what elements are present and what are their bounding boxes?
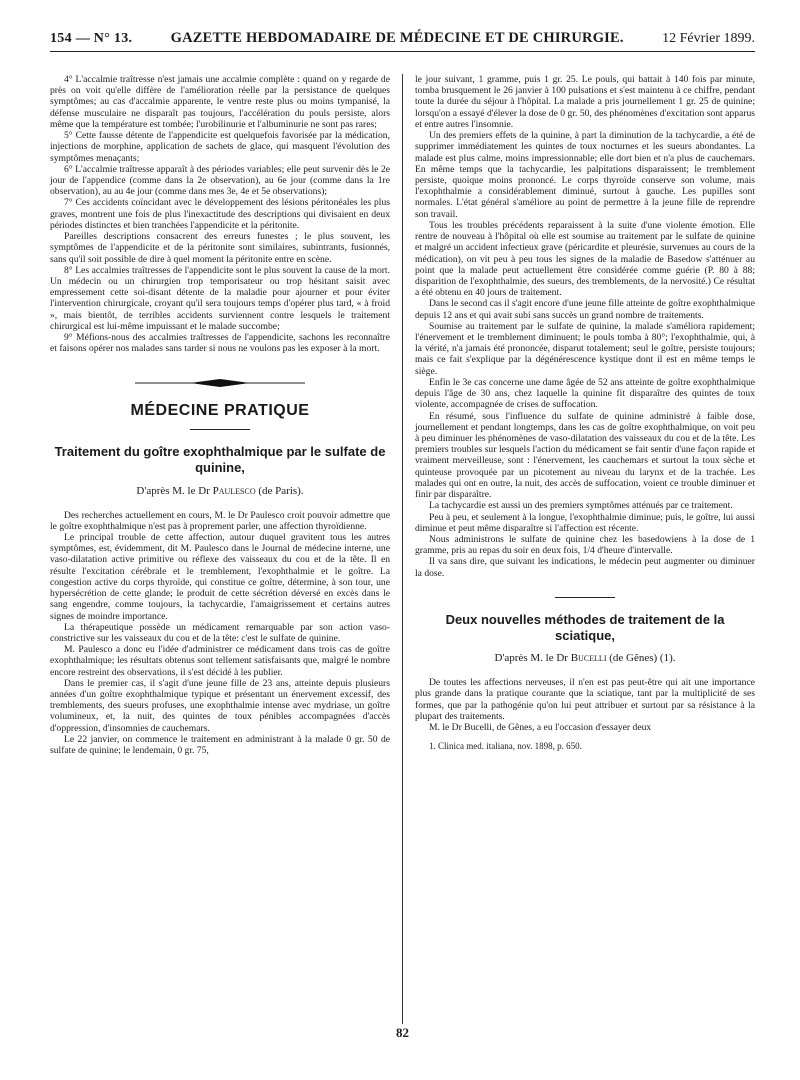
divider bbox=[555, 597, 615, 598]
paragraph: 7° Ces accidents coïncidant avec le développement des lésions péritonéales les plus graves, montrent une fois de plus l'inexactitude des descriptions qui divisaient en deux périodes distinctes et bien tranchées l'appendicite et la péritonite. bbox=[50, 197, 390, 231]
byline bbox=[415, 652, 755, 665]
paragraph: 9° Méfions-nous des accalmies traîtresses de l'appendicite, sachons les reconnaître et faisons opérer nos malades sans tarder si nous ne voulons pas les exposer à la mort. bbox=[50, 332, 390, 355]
byline-suffix: (de Gênes) (1). bbox=[609, 652, 676, 665]
page-number: 82 bbox=[396, 1025, 409, 1040]
paragraph: Pareilles descriptions consacrent des erreurs funestes ; le plus souvent, les symptômes de l'appendicite et de la péritonite sont similaires, subintrants, fusionnés, sans qu'il soit possible de dire à quel moment la péritonite entre en scène. bbox=[50, 231, 390, 265]
journal-title: GAZETTE HEBDOMADAIRE DE MÉDECINE ET DE CHIRURGIE. bbox=[170, 30, 624, 46]
paragraph: Tous les troubles précédents reparaissent à la suite d'une violente émotion. Elle rentre de nouveau à l'hôpital où elle est soumise au traitement par le sulfate de quinine et malgré un accident infectieux grave (péricardite et pleurésie, survenues au cours de la médication), on vit peu à peu tous les signes de la maladie de Basedow s'atténuer au point que la malade peut actuellement être considérée comme guérie (P. 80 à 88; disparition de l'exophthalmie, des sueurs, des tremblements, de la nervosité.) Ce résultat a été obtenu en 40 jours de traitement. bbox=[415, 219, 755, 299]
running-header bbox=[50, 30, 755, 52]
paragraph: Enfin le 3e cas concerne une dame âgée de 52 ans atteinte de goître exophthalmique depuis l'âge de 30 ans, chez laquelle la quinine fit disparaître des quintes de toux violente, accompagnée de crises de suffocation. bbox=[415, 376, 755, 411]
paragraph: M. Paulesco a donc eu l'idée d'administrer ce médicament dans trois cas de goître exophthalmique; les résultats obtenus sont tellement satisfaisants que, malgré le nombre encore restreint des observations, il s'est décidé à les publier. bbox=[50, 644, 390, 678]
paragraph: La thérapeutique possède un médicament remarquable par son action vaso-constrictive sur les vaisseaux du cou et de la tête: c'est le sulfate de quinine. bbox=[50, 621, 390, 644]
paragraph: Des recherches actuellement en cours, M. le Dr Paulesco croit pouvoir admettre que le goître exophthalmique n'est pas à proprement parler, une affection thyroïdienne. bbox=[50, 509, 390, 532]
paragraph: Soumise au traitement par le sulfate de quinine, la malade s'améliora rapidement; l'énervement et le tremblement diminuent; le pouls tomba à 80°; l'exophthalmie, qui, à la vérité, n'a jamais été prononcée, disparut totalement; seul le goître, persiste toujours; mais ce fait s'explique par la dégénérescence kystique dont il est en même temps le siège. bbox=[415, 320, 755, 377]
right-column bbox=[415, 74, 755, 752]
byline-suffix: (de Paris). bbox=[258, 484, 304, 497]
byline bbox=[50, 485, 390, 498]
left-column bbox=[50, 74, 390, 756]
folio: 154 — N° 13. bbox=[50, 31, 133, 46]
divider bbox=[190, 429, 250, 430]
paragraph: M. le Dr Bucelli, de Gênes, a eu l'occasion d'essayer deux bbox=[429, 722, 652, 734]
byline-prefix: D'après M. le Dr bbox=[494, 652, 568, 665]
paragraph: Le 22 janvier, on commence le traitement en administrant à la malade 0 gr. 50 de sulfate de quinine; le lendemain, 0 gr. 75, bbox=[50, 733, 390, 757]
paragraph: En résumé, sous l'influence du sulfate de quinine administré à faible dose, journellement et pendant longtemps, dans les cas de goître exophthalmique, on voit peu à peu diminuer les phénomènes de vaso-dilatation des vaisseaux du cou et de la tête. Les premiers troubles sur lesquels l'action du médicament se fait sentir d'une façon rapide et vraiment merveilleuse, sont : l'énervement, les cauchemars et surtout la toux sèche et quinteuse provoquée par un picotement au niveau du larynx et de la trachée. Les malades qui ont en outre, la nuit, des accès de suffocation, voient ce trouble diminuer et finir par disparaître. bbox=[415, 410, 755, 501]
paragraph: 6° L'accalmie traîtresse apparaît à des périodes variables; elle peut survenir dès le 2e jour de l'appendice (comme dans la 2e observation), au 6e jour (comme dans la 1re observation), au au 4e jour (comme dans mes 3e, 4e et 5e observations); bbox=[50, 163, 390, 198]
paragraph: Le principal trouble de cette affection, autour duquel gravitent tous les autres symptômes, est, évidemment, dit M. Paulesco dans le Journal de médecine interne, une vaso-dilatation active primitive ou réflexe des vaisseaux du cou et de la tête. Il en résulte l'excitation cérébrale et le tremblement, l'exophthalmie et le goître. La congestion active du corps thyroïde, qui constitue ce goître, détermine, à son tour, une hypersécrétion de cette glande; le produit de cette sécrétion déversé en excès dans le sang engendre, comme toujours, la tachycardie, l'amaigrissement et certains autres signes de moindre importance. bbox=[50, 531, 390, 622]
paragraph: Dans le premier cas, il s'agit d'une jeune fille de 23 ans, atteinte depuis plusieurs années d'un goître exophthalmique typique et présentant un énervement excessif, des tremblements, des sueurs profuses, une exophthalmie intense avec mydriase, un goître volumineux, et, la nuit, des quintes de toux pénibles accompagnées d'accès d'oppression, d'insomnies de cauchemars. bbox=[50, 677, 390, 734]
paragraph: Un des premiers effets de la quinine, à part la diminution de la tachycardie, a été de supprimer immédiatement les quintes de toux nocturnes et les sueurs abondantes. La malade est plus calme, moins impressionnable; elle dort bien et n'a plus de cauchemars. En même temps que la tachycardie, les palpitations disparaissent; le tremblement persiste, quoique moins prononcé. Le corps thyroïde conserve son volume, mais l'exophthalmie a considérablement diminué, surtout à gauche. Les pupilles sont normales. L'état général s'améliore au point de permettre à la jeune fille de reprendre son travail. bbox=[415, 130, 755, 220]
author-name: Bucelli bbox=[570, 652, 607, 665]
byline-prefix: D'après M. le Dr bbox=[136, 484, 210, 497]
footnote: 1. Clinica med. italiana, nov. 1898, p. 650. bbox=[429, 741, 582, 752]
paragraph: Il va sans dire, que suivant les indications, le médecin peut augmenter ou diminuer la dose. bbox=[415, 556, 755, 579]
paragraph: La tachycardie est aussi un des premiers symptômes atténués par ce traitement. bbox=[429, 500, 733, 512]
paragraph: Peu à peu, et seulement à la longue, l'exophthalmie diminue; puis, le goître, lui aussi diminue et peut même disparaître si l'affection est récente. bbox=[415, 511, 755, 534]
issue-date: 12 Février 1899. bbox=[662, 31, 755, 46]
ornament-divider bbox=[135, 376, 305, 390]
paragraph: Dans le second cas il s'agit encore d'une jeune fille atteinte de goître exophthalmique depuis 12 ans et qui avait subi sans succès un grand nombre de traitements. bbox=[415, 298, 755, 321]
paragraph: 8° Les accalmies traîtresses de l'appendicite sont le plus souvent la cause de la mort. Un médecin ou un chirurgien trop temporisateur ou trop hésitant saisit avec empressement cette soi-disant détente de la maladie pour ajourner et pour éviter l'intervention chirurgicale, croyant qu'il sera toujours temps d'opérer plus tard, « à froid », mais bientôt, de terribles accidents surviennent contre lesquels le traitement chirurgical est lui-même impuissant et le malade succombe; bbox=[50, 264, 390, 332]
paragraph: De toutes les affections nerveuses, il n'en est pas peut-être qui ait une importance plus grande dans la pratique courante que la sciatique, tant par la multiplicité de ses formes, que par la pathogénie qu'on lui peut attribuer et surtout par sa résistance à la plupart des traitements. bbox=[415, 677, 755, 722]
paragraph: 5° Cette fausse détente de l'appendicite est quelquefois favorisée par la médication, injections de morphine, application de sachets de glace, qui masquent l'évolution des symptômes menaçants; bbox=[50, 130, 390, 164]
paragraph: Nous administrons le sulfate de quinine chez les basedowiens à la dose de 1 gramme, pris au repas du soir en deux fois, 1/4 d'heure d'intervalle. bbox=[415, 533, 755, 557]
author-name: Paulesco bbox=[212, 484, 256, 497]
page bbox=[50, 30, 755, 1075]
columns bbox=[50, 74, 755, 1029]
article-title: Deux nouvelles méthodes de traitement de la sciatique, bbox=[445, 611, 725, 644]
article-title: Traitement du goître exophthalmique par le sulfate de quinine, bbox=[54, 444, 386, 476]
paragraph: le jour suivant, 1 gramme, puis 1 gr. 25. Le pouls, qui battait à 140 fois par minute, tomba brusquement le 26 janvier à 100 pulsations et s'est maintenu à ce chiffre, pendant toute la durée du séjour à l'hôpital. La malade a pris journellement 1 gr. 25 de quinine; lorsqu'on a essayé d'élever la dose de 0 gr. 50, des phénomènes d'excitation sont apparus et entre autres l'insomnie. bbox=[415, 74, 755, 130]
section-title: MÉDECINE PRATIQUE bbox=[130, 402, 310, 420]
paragraph: 4° L'accalmie traîtresse n'est jamais une accalmie complète : quand on y regarde de près on voit qu'elle diffère de l'amélioration réelle par la persistance de quelques symptômes; au cas d'accalmie apparente, le ventre reste plus ou moins tympanisé, la défense musculaire ne disparaît pas toujours, l'accélération du pouls persiste, alors même que la température est tombée; l'urobilinurie et l'albuminurie ne sont pas rares; bbox=[50, 74, 390, 130]
